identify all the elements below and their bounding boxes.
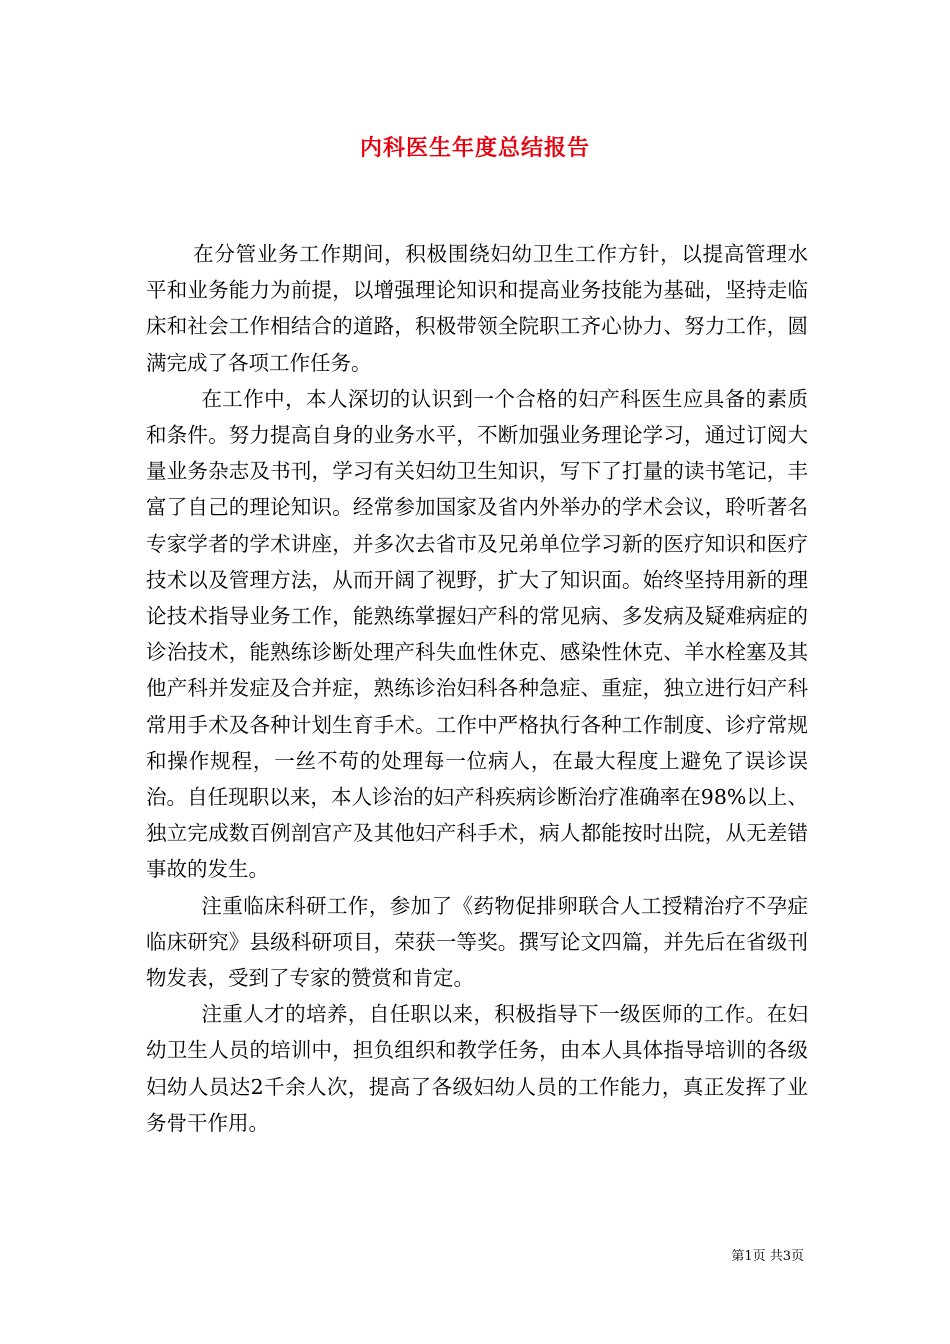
paragraph-4: 注重人才的培养，自任职以来，积极指导下一级医师的工作。在妇幼卫生人员的培训中，担负组织和教学任务，由本人具体指导培训的各级妇幼人员达2千余人次，提高了各级妇幼人员的工作能力，真正发挥了业务骨干作用。 [146,1002,808,1135]
paragraph-3: 注重临床科研工作，参加了《药物促排卵联合人工授精治疗不孕症临床研究》县级科研项目，荣获一等奖。撰写论文四篇，并先后在省级刊物发表，受到了专家的赞赏和肯定。 [146,893,808,991]
paragraph-2: 在工作中，本人深切的认识到一个合格的妇产科医生应具备的素质和条件。努力提高自身的业务水平，不断加强业务理论学习，通过订阅大量业务杂志及书刊，学习有关妇幼卫生知识，写下了打量的读书笔记，丰富了自己的理论知识。经常参加国家及省内外举办的学术会议，聆听著名专家学者的学术讲座，并多次去省市及兄弟单位学习新的医疗知识和医疗技术以及管理方法，从而开阔了视野，扩大了知识面。始终坚持用新的理论技术指导业务工作，能熟练掌握妇产科的常见病、多发病及疑难病症的诊治技术，能熟练诊断处理产科失血性休克、感染性休克、羊水栓塞及其他产科并发症及合并症，熟练诊治妇科各种急症、重症，独立进行妇产科常用手术及各种计划生育手术。工作中严格执行各种工作制度、诊疗常规和操作规程，一丝不苟的处理每一位病人，在最大程度上避免了误诊误治。自任现职以来，本人诊治的妇产科疾病诊断治疗准确率在98%以上、独立完成数百例剖宫产及其他妇产科手术，病人都能按时出院，从无差错事故的发生。 [146,386,808,882]
document-title: 内科医生年度总结报告 [359,135,590,161]
page-number: 第1页 共3页 [731,1249,804,1264]
document-body [146,236,808,1141]
paragraph-1: 在分管业务工作期间，积极围绕妇幼卫生工作方针，以提高管理水平和业务能力为前提，以增强理论知识和提高业务技能为基础，坚持走临床和社会工作相结合的道路，积极带领全院职工齐心协力、努力工作，圆满完成了各项工作任务。 [146,242,808,375]
